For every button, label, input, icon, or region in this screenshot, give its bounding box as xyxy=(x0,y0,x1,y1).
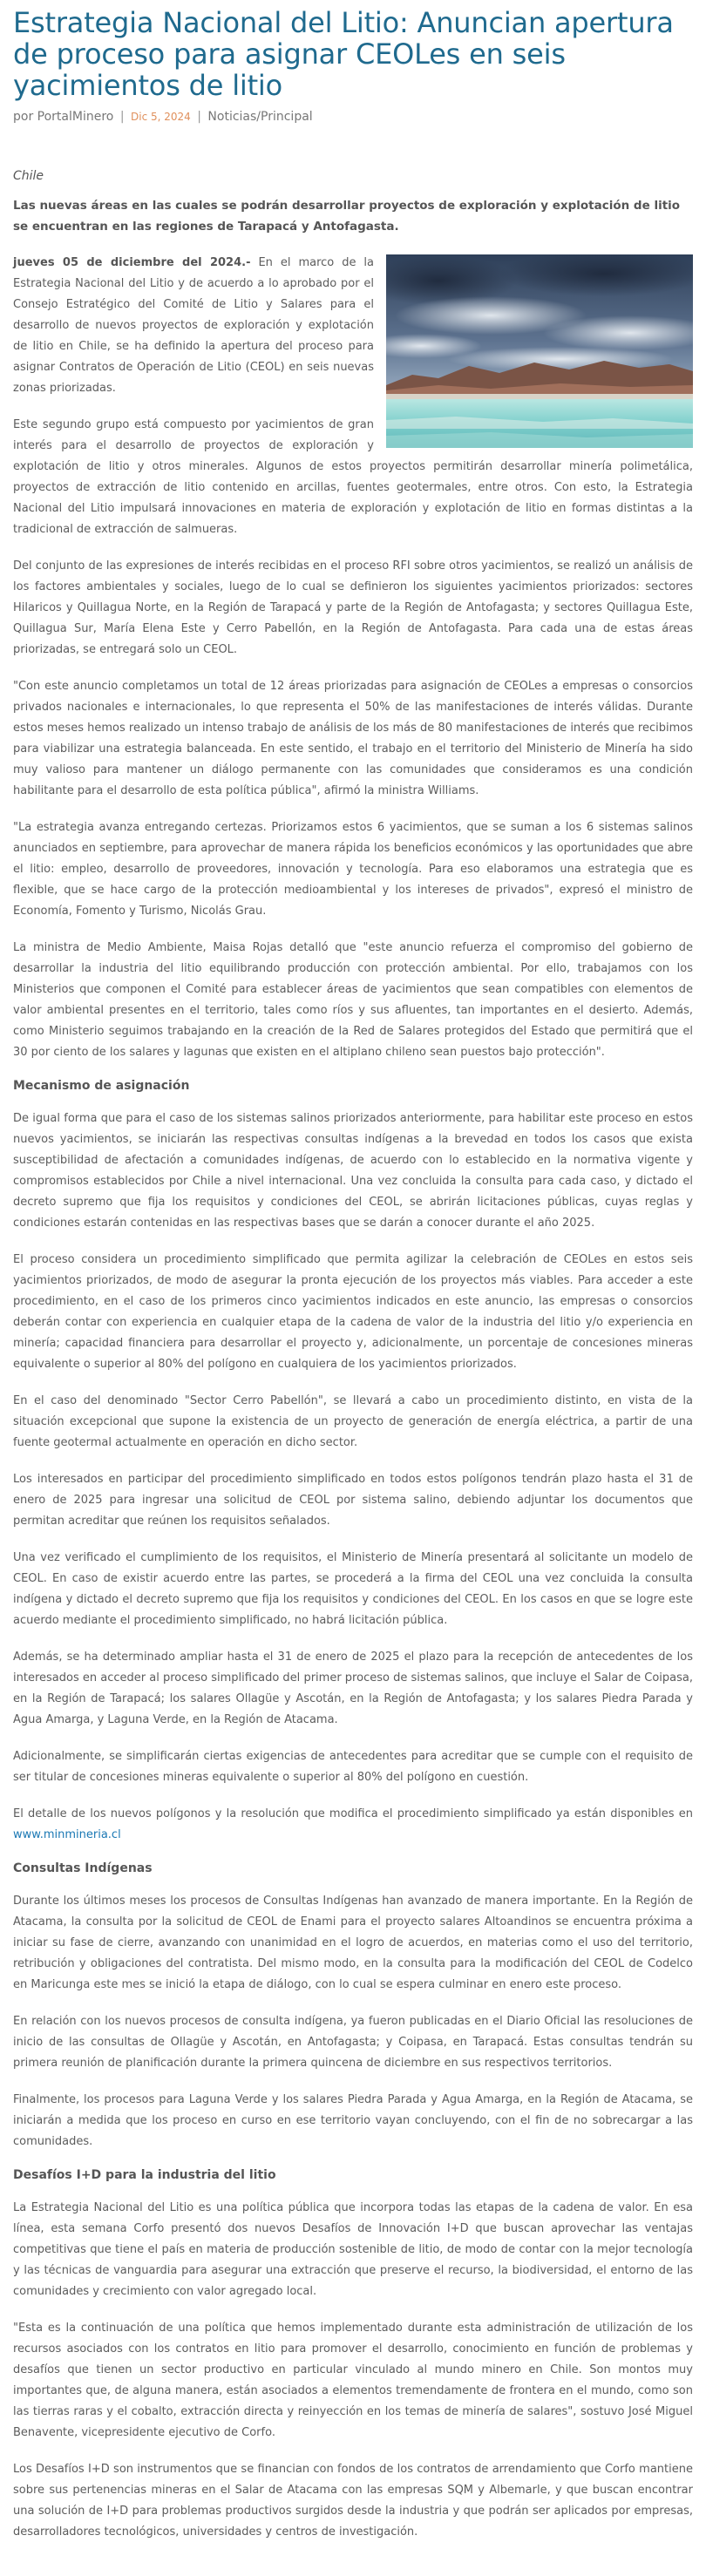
meta-separator: | xyxy=(197,110,201,124)
category-link[interactable]: Noticias/Principal xyxy=(207,110,313,124)
article-lead: Las nuevas áreas en las cuales se podrán desarrollar proyectos de exploración y explotación de litio se encuentran en las regiones de Tarapacá y Antofagasta. xyxy=(13,199,681,234)
meta-by: por xyxy=(13,110,34,124)
salar-landscape-photo xyxy=(386,254,693,448)
article-paragraph: Adicionalmente, se simplificarán ciertas exigencias de antecedentes para acreditar que se cumple con el requisito de ser titular de concesiones mineras equivalente o superior al 80% del polígono en cuestión. xyxy=(13,1750,693,1784)
meta-separator: | xyxy=(119,110,125,124)
article-paragraph: La ministra de Medio Ambiente, Maisa Rojas detalló que "este anuncio refuerza el compromiso del gobierno de desarrollar la industria del litio equilibrando producción con protección ambiental. Por ello, trabajamos con los Ministerios que componen el Comité para establecer áreas de yacimientos que sean compatibles con elementos de valor ambiental presentes en el territorio, tales como ríos y sus afluentes, tan importantes en el desierto. Además, como Ministerio seguimos trabajando en la creación de la Red de Salares protegidos del Estado que permitirá que el 30 por ciento de los salares y lagunas que existen en el altiplano chileno sean puestos bajo protección". xyxy=(13,941,693,1059)
article-country: Chile xyxy=(13,169,44,183)
article-paragraph: De igual forma que para el caso de los sistemas salinos priorizados anteriormente, para habilitar este proceso en estos nuevos yacimientos, se iniciarán las respectivas consultas indígenas a la brevedad en todos los casos que exista susceptibilidad de afectación a comunidades indígenas, de acuerdo con lo establecido en la normativa vigente y compromisos establecidos por Chile a nivel internacional. Una vez concluida la consulta para cada caso, y dictado el decreto supremo que fija los requisitos y condiciones del CEOL, se abrirán licitaciones públicas, cuyas reglas y condiciones estarán contenidas en las respectivas bases que se darán a conocer durante el año 2025. xyxy=(13,1112,693,1230)
article-paragraph: Los Desafíos I+D son instrumentos que se financian con fondos de los contratos de arrendamiento que Corfo mantiene sobre sus pertenencias mineras en el Salar de Atacama con las empresas SQM y Albemarle, y que buscan encontrar una solución de I+D para problemas productivos surgidos desde la industria y que podrán ser aplicados por empresas, desarrolladores tecnológicos, universidades y centros de investigación. xyxy=(13,2463,693,2539)
article-body xyxy=(13,253,693,2543)
article-paragraph xyxy=(13,1804,693,1846)
section-heading-mecanismo: Mecanismo de asignación xyxy=(13,1079,190,1093)
intro-date: jueves 05 de diciembre del 2024.- xyxy=(13,256,251,269)
article-paragraph: En relación con los nuevos procesos de consulta indígena, ya fueron publicadas en el Diario Oficial las resoluciones de inicio de las consultas de Ollagüe y Ascotán, en Antofagasta; y Coipasa, en Tarapacá. Estas consultas tendrán su primera reunión de planificación durante la primera quincena de diciembre en sus respectivos territorios. xyxy=(13,2015,693,2070)
article-paragraph: Del conjunto de las expresiones de interés recibidas en el proceso RFI sobre otros yacimientos, se realizó un análisis de los factores ambientales y sociales, luego de lo cual se definieron los siguientes yacimientos priorizados: sectores Hilaricos y Quillagua Norte, en la Región de Tarapacá y parte de la Región de Antofagasta; y sectores Quillagua Este, Quillagua Sur, María Elena Este y Cerro Pabellón, en la Región de Antofagasta. Para cada una de estas áreas priorizadas, se entregará solo un CEOL. xyxy=(13,559,693,656)
section-heading-desafios: Desafíos I+D para la industria del litio xyxy=(13,2168,276,2182)
article-paragraph: Durante los últimos meses los procesos de Consultas Indígenas han avanzado de manera importante. En la Región de Atacama, la consulta por la solicitud de CEOL de Enami para el proyecto salares Altoandinos se encuentra próxima a iniciar su fase de cierre, avanzando con unanimidad en el logro de acuerdos, en materias como el uso del territorio, retribución y obligaciones del contratista. Del mismo modo, en la consulta para la modificación del CEOL de Codelco en Maricunga este mes se inició la etapa de diálogo, con lo cual se espera culminar en enero este proceso. xyxy=(13,1895,693,1991)
article-paragraph: El proceso considera un procedimiento simplificado que permita agilizar la celebración de CEOLes en estos seis yacimientos priorizados, de modo de asegurar la pronta ejecución de los proyectos más viables. Para acceder a este procedimiento, en el caso de los primeros cinco yacimientos indicados en este anuncio, las empresas o consorcios deberán contar con experiencia en cualquier etapa de la cadena de valor de la industria del litio y/o experiencia en minería; capacidad financiera para desarrollar el proyecto y, adicionalmente, un porcentaje de concesiones mineras equivalente o superior al 80% del polígono en cualquiera de los yacimientos priorizados. xyxy=(13,1253,693,1371)
author-link[interactable]: PortalMinero xyxy=(37,110,114,124)
article-paragraph: Una vez verificado el cumplimiento de los requisitos, el Ministerio de Minería presentará al solicitante un modelo de CEOL. En caso de existir acuerdo entre las partes, se procederá a la firma del CEOL una vez concluida la consulta indígena y dictado el decreto supremo que fija los requisitos y condiciones del CEOL. En los casos en que se logre este acuerdo mediante el procedimiento simplificado, no habrá licitación pública. xyxy=(13,1551,693,1627)
intro-text: En el marco de la Estrategia Nacional del Litio y de acuerdo a lo aprobado por el Consejo Estratégico del Comité de Litio y Salares para el desarrollo de nuevos proyectos de exploración y explotación de litio en Chile, se ha definido la apertura del proceso para asignar Contratos de Operación de Litio (CEOL) en seis nuevas zonas priorizadas. xyxy=(13,256,374,395)
article-title: Estrategia Nacional del Litio: Anuncian apertura de proceso para asignar CEOLes en seis yacimientos de litio xyxy=(13,6,674,102)
article-paragraph: La Estrategia Nacional del Litio es una política pública que incorpora todas las etapas de la cadena de valor. En esa línea, esta semana Corfo presentó dos nuevos Desafíos de Innovación I+D que buscan aprovechar las ventajas competitivas que tiene el país en materia de producción sostenible de litio, de modo de contar con la mejor tecnología y las técnicas de vanguardia para asegurar una extracción que preserve el recurso, la biodiversidad, el entorno de las comunidades y crecimiento con valor agregado local. xyxy=(13,2201,693,2298)
article-paragraph: Además, se ha determinado ampliar hasta el 31 de enero de 2025 el plazo para la recepción de antecedentes de los interesados en acceder al proceso simplificado del primer proceso de sistemas salinos, que incluye el Salar de Coipasa, en la Región de Tarapacá; los salares Ollagüe y Ascotán, en la Región de Antofagasta; y los salares Piedra Parada y Agua Amarga, y Laguna Verde, en la Región de Atacama. xyxy=(13,1651,693,1726)
publish-date: Dic 5, 2024 xyxy=(131,111,191,123)
article-paragraph: "Esta es la continuación de una política que hemos implementado durante esta administración de utilización de los recursos asociados con los contratos en litio para promover el desarrollo, conocimiento en función de problemas y desafíos que tienen un sector productivo en particular vinculado al mundo minero en Chile. Son montos muy importantes que, de alguna manera, están asociados a elementos tremendamente de frontera en el mundo, como son las tierras raras y el cobalto, extracción directa y reinyección en los temas de minería de salares", sostuvo José Miguel Benavente, vicepresidente ejecutivo de Corfo. xyxy=(13,2322,693,2439)
article-paragraph: En el caso del denominado "Sector Cerro Pabellón", se llevará a cabo un procedimiento distinto, en vista de la situación excepcional que supone la existencia de un proyecto de generación de energía eléctrica, a partir de una fuente geotermal actualmente en operación en dicho sector. xyxy=(13,1394,693,1449)
article-paragraph: "Con este anuncio completamos un total de 12 áreas priorizadas para asignación de CEOLes a empresas o consorcios privados nacionales e internacionales, lo que representa el 50% de las manifestaciones de interés válidas. Durante estos meses hemos realizado un intenso trabajo de análisis de los más de 80 manifestaciones de interés que recibimos para viabilizar una estrategia balanceada. En este sentido, el trabajo en el territorio del Ministerio de Minería ha sido muy valioso para mantener un diálogo permanente con las comunidades que consideramos es una condición habilitante para el desarrollo de esta política pública", afirmó la ministra Williams. xyxy=(13,680,693,797)
link-intro-text: El detalle de los nuevos polígonos y la resolución que modifica el procedimiento simplificado ya están disponibles en xyxy=(13,1807,693,1820)
article-meta xyxy=(13,110,693,124)
minmineria-link[interactable]: www.minmineria.cl xyxy=(13,1828,121,1841)
article-paragraph: Los interesados en participar del procedimiento simplificado en todos estos polígonos tendrán plazo hasta el 31 de enero de 2025 para ingresar una solicitud de CEOL por sistema salino, debiendo adjuntar los documentos que permitan acreditar que reúnen los requisitos señalados. xyxy=(13,1473,693,1528)
article-paragraph: Finalmente, los procesos para Laguna Verde y los salares Piedra Parada y Agua Amarga, en la Región de Atacama, se iniciarán a medida que los proceso en curso en ese territorio vayan concluyendo, con el fin de no sobrecargar a las comunidades. xyxy=(13,2093,693,2148)
article-paragraph: Este segundo grupo está compuesto por yacimientos de gran interés para el desarrollo de proyectos de exploración y explotación de litio y otros minerales. Algunos de estos proyectos permitirán desarrollar minería polimetálica, proyectos de extracción de litio contenido en arcillas, fuentes geotermales, entre otros. Con esto, la Estrategia Nacional del Litio impulsará innovaciones en materia de exploración y explotación de litio en formas distintas a la tradicional de extracción de salmueras. xyxy=(13,418,693,536)
section-heading-consultas: Consultas Indígenas xyxy=(13,1861,153,1875)
article-paragraph: "La estrategia avanza entregando certezas. Priorizamos estos 6 yacimientos, que se suman a los 6 sistemas salinos anunciados en septiembre, para aprovechar de manera rápida los beneficios económicos y las oportunidades que abre el litio: empleo, desarrollo de proveedores, innovación y tecnología. Para eso elaboramos una estrategia que es flexible, que se hace cargo de la protección medioambiental y los intereses de privados", expresó el ministro de Economía, Fomento y Turismo, Nicolás Grau. xyxy=(13,821,693,918)
